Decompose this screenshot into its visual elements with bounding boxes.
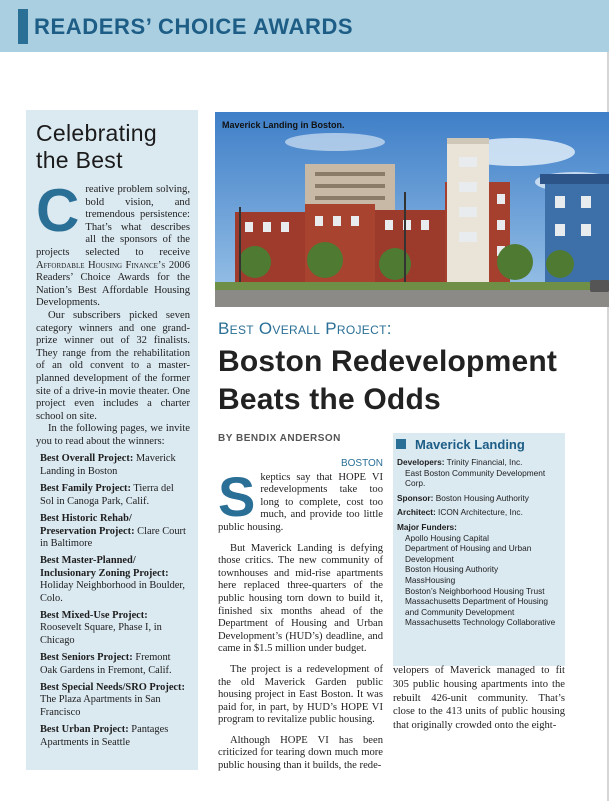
winner-category: Best Urban Project: (40, 724, 129, 736)
funders-label: Major Funders: (397, 521, 457, 532)
winner-category: Best Overall Project: (40, 453, 134, 465)
funder-item: Massachusetts Technology Collaborative (405, 617, 556, 628)
square-bullet-icon (396, 439, 406, 449)
winner-category: Best Mixed-Use Project: (40, 609, 148, 621)
winner-item (36, 682, 190, 719)
section-title: READERS’ CHOICE AWARDS (18, 9, 609, 44)
article-column-1 (218, 458, 383, 781)
sidebar-para-2: Our subscribers picked seven category winners and one grand-prize winner out of 32 finalists. They range from the rehabilitation of an old convent to a master-planned development of the former site of a drive-in movie theater. One project even includes a charter school on site. (36, 309, 190, 422)
winner-item (36, 483, 190, 508)
winner-name: The Plaza Apartments in San Francisco (40, 694, 161, 718)
developers-value: Trinity Financial, Inc. (446, 457, 523, 467)
funder-item: Apollo Housing Capital (405, 532, 489, 543)
article-para-4: Although HOPE VI has been criticized for tearing down much more public housing than it builds, the rede- (218, 734, 383, 772)
magazine-name: Affordable Housing Finance’s (36, 259, 166, 271)
article-dateline: BOSTON (340, 458, 383, 469)
winner-item (36, 652, 190, 677)
article-headline: Boston Redevelopment Beats the Odds (218, 345, 558, 416)
winner-item (36, 555, 190, 605)
sidebar-intro-end: 2006 Readers’ Choice Awards for the Nation’s Best Affordable Housing Developments. (36, 259, 191, 309)
winner-item (36, 513, 190, 550)
sponsor-label: Sponsor: (397, 492, 434, 503)
winners-list (36, 453, 190, 749)
developers-row (397, 457, 561, 489)
architect-row (397, 507, 561, 518)
article-para-2: But Maverick Landing is defying those critics. The new community of townhouses and mid-rise apartments here replaced three-quarters of the public housing torn down to build it, finished six months ahead of the Department of Housing and Urban Development’s (HUD’s) deadline, and came in $1.5 million under budget. (218, 542, 383, 655)
winner-item (36, 453, 190, 478)
sidebar-intro (36, 177, 191, 310)
article-para-3: The project is a redevelopment of the old Maverick Garden public housing project in East Boston. It was paid for, in part, by HUD’s HOPE VI program to revitalize public housing. (218, 663, 383, 726)
article-byline: BY BENDIX ANDERSON (218, 433, 341, 444)
winner-category: Best Family Project: (40, 483, 131, 495)
info-box-body (393, 455, 565, 628)
header-band (0, 0, 609, 52)
winner-item (36, 610, 190, 647)
funder-item: Massachusetts Department of Housing and Community Development (405, 596, 548, 617)
sidebar-box (26, 110, 198, 770)
winner-name: Pantages Apartments in Seattle (40, 724, 169, 748)
funder-item: MassHousing (405, 574, 456, 585)
winner-item (36, 724, 190, 749)
winner-name: Holiday Neighborhood in Boulder, Colo. (40, 580, 186, 604)
winner-category: Best Historic Rehab/ Preservation Project: (40, 513, 135, 537)
info-box-header (393, 433, 565, 455)
sidebar-dropcap: C (36, 177, 80, 244)
sidebar-intro-text: reative problem solving, bold vision, and tremendous persistence: That’s what describes all the sponsors of the projects selected to receive (36, 184, 190, 258)
developers-value-2: East Boston Community Development Corp. (405, 467, 546, 489)
article-kicker: Best Overall Project: (218, 319, 392, 338)
winner-name: Clare Court in Baltimore (40, 525, 186, 549)
sidebar-title: Celebrating the Best (36, 120, 157, 173)
funders-row (397, 522, 561, 628)
developers-label: Developers: (397, 457, 445, 467)
funders-list (397, 533, 561, 628)
article-para-1-text: keptics say that HOPE VI redevelopments take too long to complete, cost too much, and provide too little public housing. (218, 471, 383, 533)
building-photo (215, 112, 609, 307)
winner-name: Maverick Landing in Boston (40, 453, 176, 477)
funder-item: Boston Housing Authority (405, 564, 499, 575)
photo-caption: Maverick Landing in Boston. (222, 120, 345, 130)
winner-category: Best Seniors Project: (40, 652, 133, 664)
funder-item: Boston’s Neighborhood Housing Trust (405, 585, 545, 596)
architect-value: ICON Architecture, Inc. (438, 507, 523, 518)
winner-name: Tierra del Sol in Canoga Park, Calif. (40, 483, 174, 507)
article-para-1 (218, 464, 383, 535)
project-info-box (393, 433, 565, 666)
winner-category: Best Special Needs/SRO Project: (40, 681, 185, 693)
sponsor-row (397, 493, 561, 504)
building-photo-image (215, 112, 609, 307)
funder-item: Department of Housing and Urban Development (405, 543, 532, 564)
sponsor-value: Boston Housing Authority (435, 492, 529, 503)
winner-name: Roosevelt Square, Phase I, in Chicago (40, 622, 162, 646)
winner-category: Best Master-Planned/ Inclusionary Zoning Project: (40, 555, 169, 579)
article-column-2: velopers of Maverick managed to fit 305 public housing apartments into the rebuilt 426-unit community. That’s close to the 413 units of public housing that originally crowded onto the eight- (393, 665, 565, 732)
article-dropcap: S (218, 464, 256, 528)
winner-name: Fremont Oak Gardens in Fremont, Calif. (40, 652, 172, 676)
sidebar-para-3: In the following pages, we invite you to read about the winners: (36, 423, 190, 447)
architect-label: Architect: (397, 507, 436, 518)
info-box-title: Maverick Landing (415, 436, 525, 452)
